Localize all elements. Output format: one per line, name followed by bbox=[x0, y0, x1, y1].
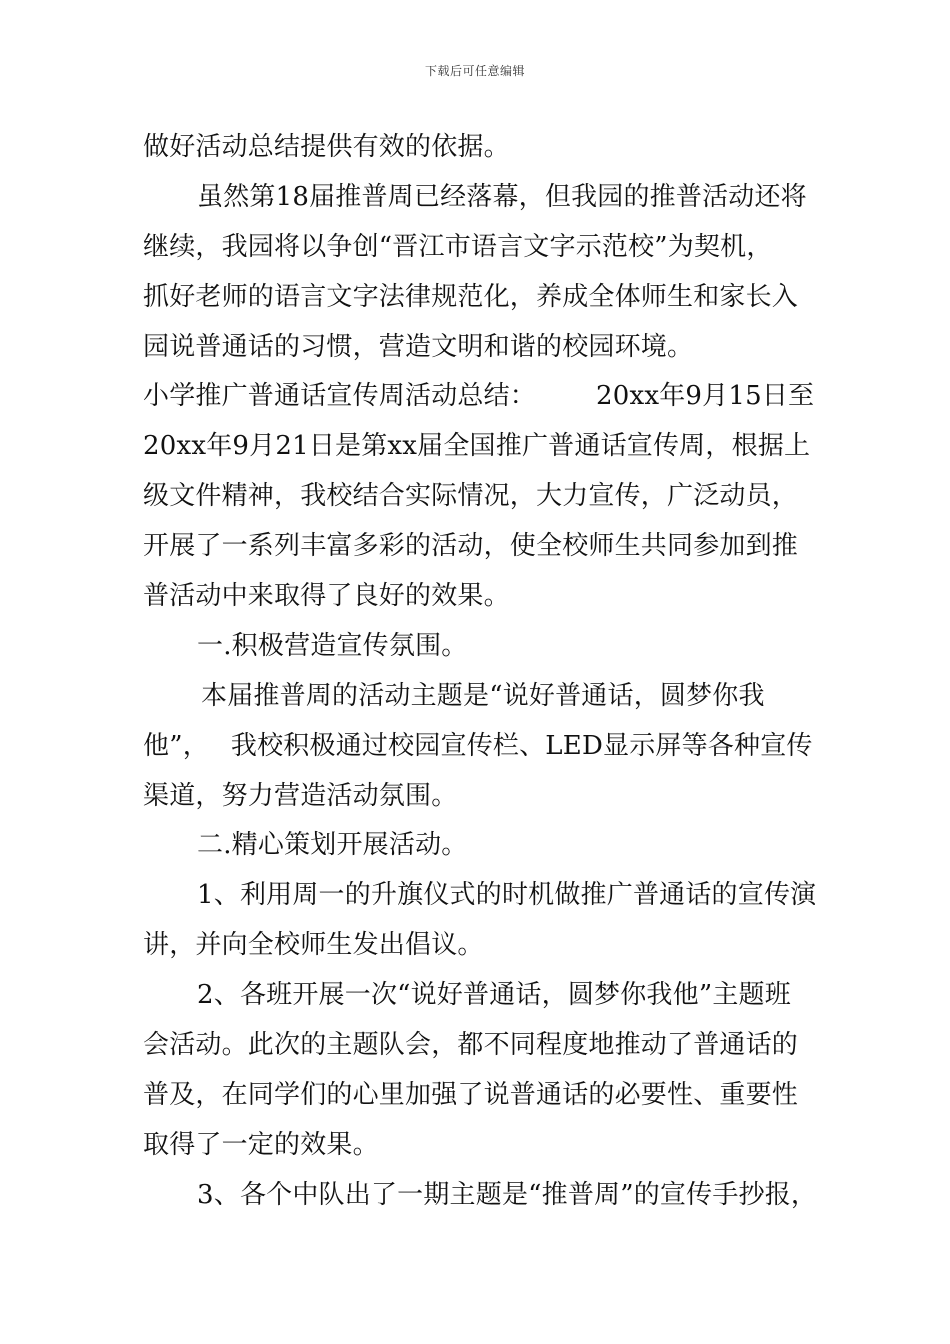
text-line: 1、利用周一的升旗仪式的时机做推广普通话的宣传演 bbox=[197, 880, 817, 911]
text-line: 做好活动总结提供有效的依据。 bbox=[143, 132, 510, 162]
text-line: 虽然第18届推普周已经落幕，但我园的推普活动还将 bbox=[197, 181, 807, 212]
text-line: 普及，在同学们的心里加强了说普通话的必要性、重要性 bbox=[143, 1079, 799, 1110]
text-line: 级文件精神，我校结合实际情况，大力宣传，广泛动员， bbox=[143, 481, 799, 512]
text-line: 抓好老师的语言文字法律规范化，养成全体师生和家长入 bbox=[143, 281, 799, 312]
text-line bbox=[143, 372, 823, 422]
section-title: 小学推广普通话宣传周活动总结： bbox=[143, 381, 537, 412]
text-line: 本届推普周的活动主题是“说好普通话，圆梦你我 bbox=[201, 680, 765, 711]
text-line: 开展了一系列丰富多彩的活动，使全校师生共同参加到推 bbox=[143, 531, 799, 562]
text-line: 讲，并向全校师生发出倡议。 bbox=[143, 930, 484, 961]
date-range-start: 20xx年9月15日至 bbox=[596, 381, 815, 412]
text-line: 3、各个中队出了一期主题是“推普周”的宣传手抄报， bbox=[197, 1179, 818, 1210]
text-line: 园说普通话的习惯，营造文明和谐的校园环境。 bbox=[143, 331, 694, 362]
text-line: 会活动。此次的主题队会，都不同程度地推动了普通话的 bbox=[143, 1030, 799, 1061]
text-line: 普活动中来取得了良好的效果。 bbox=[143, 581, 510, 612]
text-line: 20xx年9月21日是第xx届全国推广普通话宣传周，根据上 bbox=[143, 431, 811, 462]
text-line: 2、各班开展一次“说好普通话，圆梦你我他”主题班 bbox=[197, 980, 791, 1011]
text-line: 继续，我园将以争创“晋江市语言文字示范校”为契机， bbox=[143, 231, 773, 262]
text-line: 他”， 我校积极通过校园宣传栏、LED显示屏等各种宣传 bbox=[143, 730, 813, 761]
heading-line: 二.精心策划开展活动。 bbox=[197, 830, 468, 861]
page-header: 下载后可任意编辑 bbox=[424, 64, 525, 78]
text-line: 渠道，努力营造活动氛围。 bbox=[143, 780, 458, 811]
text-line: 取得了一定的效果。 bbox=[143, 1129, 379, 1160]
document-body bbox=[143, 123, 823, 1221]
heading-line: 一.积极营造宣传氛围。 bbox=[197, 630, 468, 661]
